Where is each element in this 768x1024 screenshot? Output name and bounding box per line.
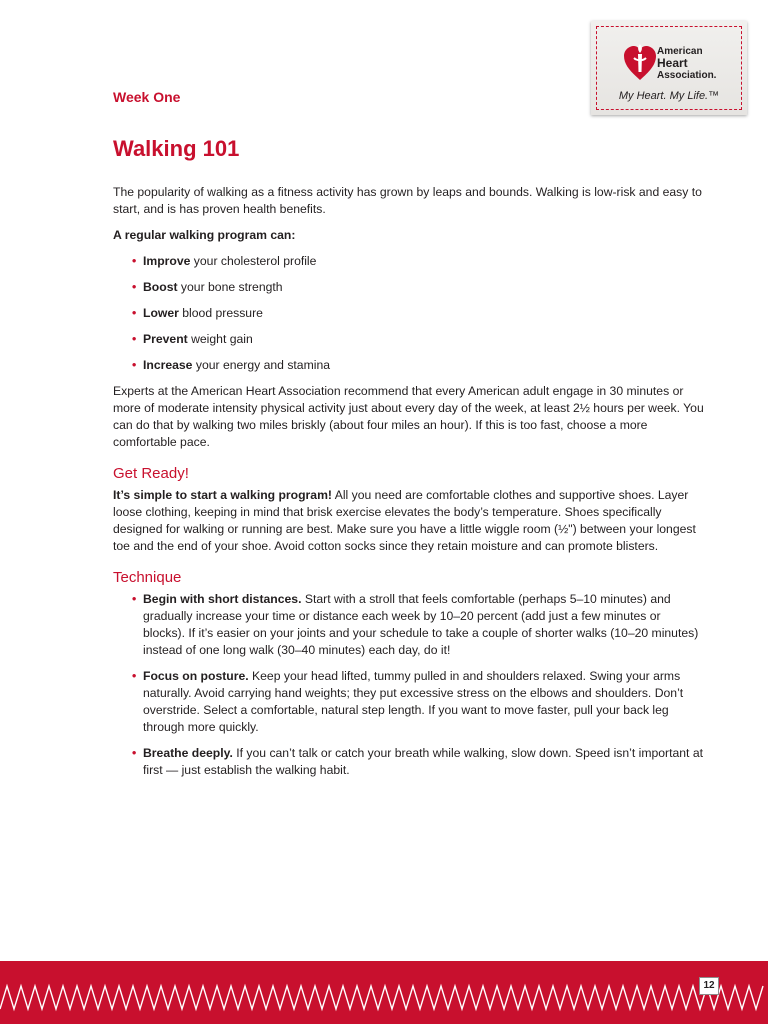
get-ready-heading: Get Ready! [113,465,189,482]
benefit-keyword: Increase [143,358,193,372]
logo-line-2: Heart [657,56,688,70]
get-ready-lead: It’s simple to start a walking program! [113,488,332,502]
technique-list [113,591,705,779]
week-label: Week One [113,89,181,105]
logo-tagline: My Heart. My Life.™ [618,90,720,102]
list-item [113,305,705,322]
footer-band [0,961,768,1024]
heartbeat-zigzag-icon [0,961,768,1024]
intro-paragraph: The popularity of walking as a fitness activity has grown by leaps and bounds. Walking is low-risk and easy to start, and is has proven health benefits. [113,185,702,216]
list-item [113,331,705,348]
main-content [113,184,705,788]
page-number: 12 [699,977,719,995]
list-item [113,745,705,779]
get-ready-paragraph [113,487,705,555]
technique-text: If you can’t talk or catch your breath while walking, slow down. Speed isn’t important at first — just establish the walking habit. [143,746,703,777]
list-item [113,668,705,736]
list-item [113,279,705,296]
benefits-heading: A regular walking program can: [113,228,296,242]
experts-paragraph: Experts at the American Heart Association recommend that every American adult engage in 30 minutes or more of moderate intensity physical activity just about every day of the week, at least 2½ hours per week. You can do that by walking two miles briskly (about four miles an hour). If this is too fast, choose a more comfortable pace. [113,384,704,449]
aha-logo-badge [591,21,747,115]
logo-wordmark [657,46,716,81]
heart-torch-icon [623,42,657,82]
benefit-text: your bone strength [177,280,283,294]
benefit-keyword: Boost [143,280,178,294]
benefit-text: your energy and stamina [192,358,330,372]
list-item [113,591,705,659]
benefit-text: weight gain [187,332,253,346]
technique-lead: Begin with short distances. [143,592,302,606]
benefit-keyword: Prevent [143,332,188,346]
benefit-keyword: Improve [143,254,191,268]
technique-text: Start with a stroll that feels comfortable (perhaps 5–10 minutes) and gradually increase your time or distance each week by 10–20 percent (add just a few minutes or blocks). If it’s easier on your joints and your schedule to take a couple of shorter walks (10–20 minutes) instead of one long walk (30–40 minutes) each day, do it! [143,592,699,657]
benefit-text: your cholesterol profile [190,254,317,268]
benefit-keyword: Lower [143,306,179,320]
logo-dashed-border [596,26,742,110]
logo-line-3: Association. [657,70,717,81]
list-item [113,253,705,270]
list-item [113,357,705,374]
benefit-text: blood pressure [178,306,263,320]
benefits-list [113,253,705,374]
technique-text: Keep your head lifted, tummy pulled in and shoulders relaxed. Swing your arms naturally. Avoid carrying hand weights; they put excessive stress on the elbows and shoulders. Don’t overstride. Select a comfortable, natural step length. If you want to move faster, pull your back leg through more quickly. [143,669,684,734]
get-ready-body: All you need are comfortable clothes and supportive shoes. Layer loose clothing, keeping in mind that brisk exercise elevates the body’s temperature. Shoes specifically designed for walking or running are best. Make sure you have a little wiggle room (½") between your longest toe and the end of your shoe. Avoid cotton socks since they retain moisture and can promote blisters. [113,488,696,553]
technique-heading: Technique [113,569,182,586]
logo-line-1: American [657,46,703,57]
technique-lead: Focus on posture. [143,669,249,683]
technique-lead: Breathe deeply. [143,746,233,760]
page-title: Walking 101 [113,136,240,161]
